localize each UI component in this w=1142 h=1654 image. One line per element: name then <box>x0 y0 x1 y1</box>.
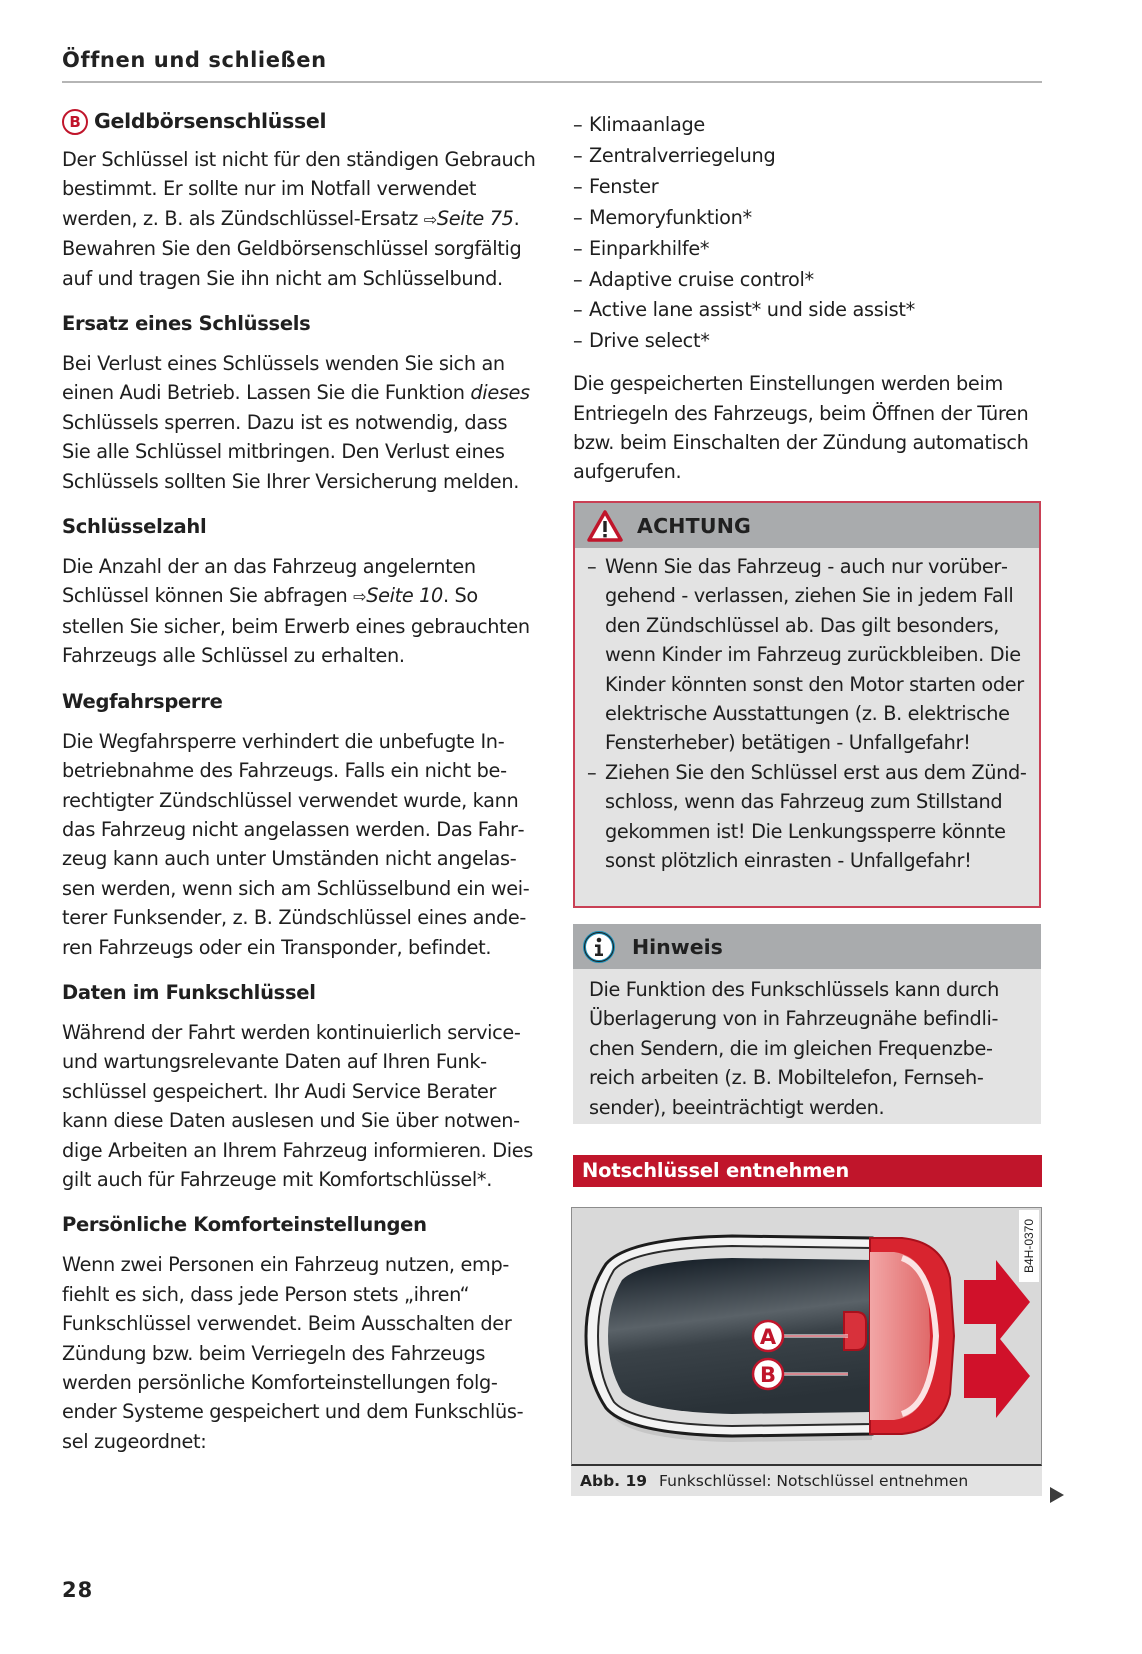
paragraph-geldboersen: Der Schlüssel ist nicht für den ständigen Gebrauch bestimmt. Er sollte nur im Notfall verwendet werden, z. B. als Zündschlüssel-Ersatz ⇨Seite 75. Bewahren Sie den Geldbörsenschlüssel sorgfältig auf und tragen Sie ihn nicht am Schlüsselbund. <box>62 148 536 290</box>
heading-wegfahrsperre: Wegfahrsperre <box>62 689 223 713</box>
paragraph-ersatz: Bei Verlust eines Schlüssels wenden Sie sich an einen Audi Betrieb. Lassen Sie die Funktion dieses Schlüssels sperren. Dazu ist es notwendig, dass Sie alle Schlüssel mitbringen. Den Verlust eines Schlüssels sollten Sie Ihrer Versicherung melden. <box>62 352 530 493</box>
paragraph-schluesselzahl: Die Anzahl der an das Fahrzeug angelernten Schlüssel können Sie abfragen ⇨Seite 10. So stellen Sie sicher, beim Erwerb eines gebrauchten Fahrzeugs alle Schlüssel zu erhalten. <box>62 555 530 668</box>
callout-a-label: A <box>759 1325 777 1349</box>
figure-caption <box>571 1466 1042 1496</box>
system-list-item: – Adaptive cruise control* <box>573 267 814 291</box>
heading-geldboersenschluessel: B Geldbörsenschlüssel <box>62 108 540 135</box>
right-column <box>573 110 1043 487</box>
note-header <box>573 924 1041 969</box>
warning-item: – Wenn Sie das Fahrzeug - auch nur vorübergehend - verlassen, ziehen Sie in jedem Fall den Zündschlüssel ab. Das gilt besonders, wenn Kinder im Fahrzeug zurückbleiben. Die Kinder könnten sonst den Motor starten oder elektrische Ausstattungen (z. B. elektrische Fensterheber) betätigen - Unfallgefahr! <box>587 555 1024 755</box>
warning-triangle-icon <box>587 510 623 542</box>
warning-item: – Ziehen Sie den Schlüssel erst aus dem Zündschloss, wenn das Fahrzeug zum Stillstand gekommen ist! Die Lenkungssperre könnte sonst plötzlich einrasten - Unfallgefahr! <box>587 760 1027 873</box>
systems-list <box>573 110 1043 357</box>
system-list-item: – Active lane assist* und side assist* <box>573 298 915 322</box>
warning-header <box>575 503 1039 548</box>
pull-arrow-icon <box>964 1334 1030 1418</box>
caption-text: Funkschlüssel: Notschlüssel entnehmen <box>659 1472 969 1490</box>
remote-key-illustration <box>572 1208 1040 1464</box>
page-reference-link[interactable]: Seite 75 <box>436 206 514 230</box>
page-reference-link[interactable]: Seite 10 <box>366 584 443 608</box>
header-rule <box>62 81 1042 83</box>
note-text: Die Funktion des Funkschlüssels kann durch Überlagerung von in Fahrzeugnähe befindlichen Sendern, die im gleichen Frequenzbereich arbeiten (z. B. Mobiltelefon, Fernsehsender), beeinträchtigt werden. <box>589 978 1000 1119</box>
running-head: Öffnen und schließen <box>62 48 327 72</box>
system-list-item: – Fenster <box>573 174 659 198</box>
system-list-item: – Zentralverriegelung <box>573 143 776 167</box>
paragraph-daten: Während der Fahrt werden kontinuierlich service- und wartungsrelevante Daten auf Ihren Funkschlüssel gespeichert. Ihr Audi Service Berater kann diese Daten auslesen und Sie über notwendige Arbeiten an Ihrem Fahrzeug informieren. Dies gilt auch für Fahrzeuge mit Komfortschlüssel*. <box>62 1020 533 1191</box>
note-box <box>573 924 1041 1124</box>
section-heading-notschluessel: Notschlüssel entnehmen <box>573 1155 1042 1187</box>
continue-arrow-icon[interactable] <box>1050 1487 1064 1503</box>
paragraph-komfort: Wenn zwei Personen ein Fahrzeug nutzen, empfiehlt es sich, dass jede Person stets „ihren“ Funkschlüssel verwendet. Beim Ausschalten der Zündung bzw. beim Verriegeln des Fahrzeugs werden persönliche Komforteinstellungen folgender Systeme gespeichert und dem Funkschlüssel zugeordnet: <box>62 1253 524 1453</box>
system-list-item: – Memoryfunktion* <box>573 205 752 229</box>
figure-id: B4H-0370 <box>1019 1210 1039 1282</box>
warning-title: ACHTUNG <box>637 513 752 538</box>
ref-arrow-icon: ⇨ <box>353 587 367 607</box>
note-title: Hinweis <box>632 934 723 959</box>
ref-arrow-icon: ⇨ <box>423 209 437 229</box>
heading-schluesselzahl: Schlüsselzahl <box>62 515 207 539</box>
paragraph-wegfahrsperre: Die Wegfahrsperre verhindert die unbefugte Inbetriebnahme des Fahrzeugs. Falls ein nicht berechtigter Zündschlüssel verwendet wurde, kann das Fahrzeug nicht angelassen werden. Das Fahrzeug kann auch unter Umständen nicht angelassen werden, wenn sich am Schlüsselbund ein weiterer Funksender, z. B. Zündschlüssel eines anderen Fahrzeugs oder ein Transponder, befindet. <box>62 729 530 959</box>
warning-body <box>575 548 1039 875</box>
warning-box <box>573 501 1041 908</box>
heading-ersatz: Ersatz eines Schlüssels <box>62 312 311 336</box>
release-button <box>844 1312 866 1350</box>
heading-daten: Daten im Funkschlüssel <box>62 980 316 1004</box>
page-number: 28 <box>62 1578 94 1602</box>
system-list-item: – Einparkhilfe* <box>573 236 710 260</box>
caption-number: Abb. 19 <box>580 1472 648 1490</box>
info-icon <box>582 930 616 964</box>
figure-remote-key <box>571 1207 1042 1466</box>
paragraph-recall: Die gespeicherten Einstellungen werden beim Entriegeln des Fahrzeugs, beim Öffnen der Türen bzw. beim Einschalten der Zündung automatisch aufgerufen. <box>573 372 1029 484</box>
system-list-item: – Drive select* <box>573 329 710 353</box>
heading-komfort: Persönliche Komforteinstellungen <box>62 1213 427 1237</box>
left-column <box>62 108 540 1456</box>
callout-b-label: B <box>759 1363 777 1387</box>
badge-b-icon: B <box>62 109 88 135</box>
system-list-item: – Klimaanlage <box>573 113 705 136</box>
